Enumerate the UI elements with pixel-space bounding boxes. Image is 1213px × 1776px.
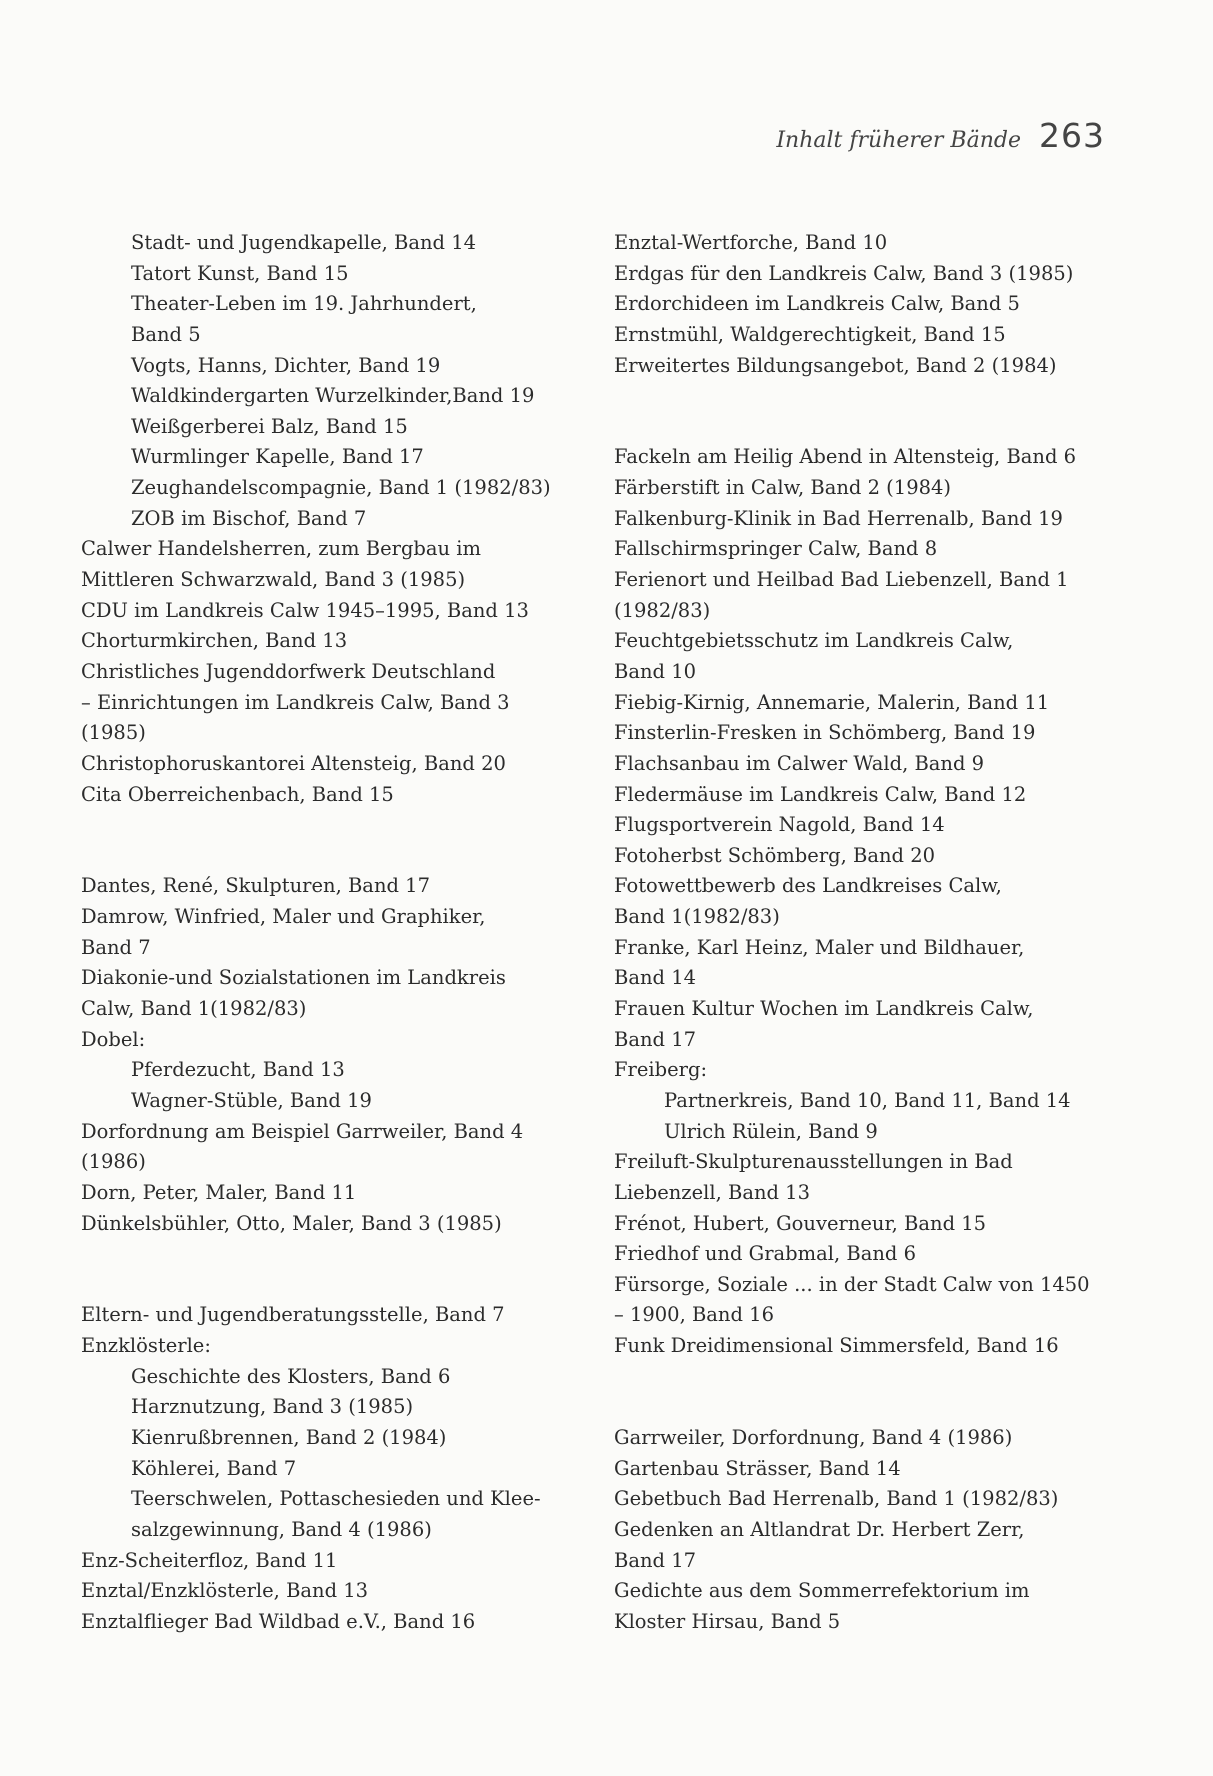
index-entry-line: Stadt- und Jugendkapelle, Band 14 <box>131 231 477 254</box>
blank-line <box>614 412 1134 443</box>
index-entry-line: Ernstmühl, Waldgerechtigkeit, Band 15 <box>614 322 1006 346</box>
index-entry-line: Vogts, Hanns, Dichter, Band 19 <box>131 353 441 377</box>
index-entry-line: Band 7 <box>81 935 151 959</box>
index-entry-line: Dünkelsbühler, Otto, Maler, Band 3 (1985) <box>81 1211 502 1235</box>
index-entry-line: Erdorchideen im Landkreis Calw, Band 5 <box>614 292 1020 316</box>
index-entry-line: Fledermäuse im Landkreis Calw, Band 12 <box>614 782 1027 806</box>
index-entry-line: Gedichte aus dem Sommerrefektorium im <box>614 1579 1030 1603</box>
index-entry-line: Tatort Kunst, Band 15 <box>131 261 349 285</box>
blank-line <box>614 1392 1134 1423</box>
index-entry-line: Enztal/Enzklösterle, Band 13 <box>81 1579 369 1603</box>
index-entry-line: Pferdezucht, Band 13 <box>131 1058 345 1082</box>
blank-line <box>614 1362 1134 1393</box>
index-entry-line: Eltern- und Jugendberatungsstelle, Band 7 <box>81 1303 505 1327</box>
page-header <box>776 116 1105 155</box>
index-entry-line: ZOB im Bischof, Band 7 <box>131 506 367 530</box>
blank-line <box>81 841 601 872</box>
index-entry-line: Enzklösterle: <box>81 1334 211 1358</box>
index-entry-line: Friedhof und Grabmal, Band 6 <box>614 1242 916 1266</box>
index-entry-line: CDU im Landkreis Calw 1945–1995, Band 13 <box>81 598 529 622</box>
index-entry-line: Ulrich Rülein, Band 9 <box>664 1119 878 1143</box>
index-entry-line: Christophoruskantorei Altensteig, Band 20 <box>81 751 506 775</box>
index-entry-line: Fallschirmspringer Calw, Band 8 <box>614 537 938 561</box>
index-entry-line: Christliches Jugenddorfwerk Deutschland <box>81 659 496 683</box>
index-entry-line: Freiluft-Skulpturenausstellungen in Bad <box>614 1150 1013 1174</box>
index-entry-line: Färberstift in Calw, Band 2 (1984) <box>614 476 952 500</box>
index-entry-line: Finsterlin-Fresken in Schömberg, Band 19 <box>614 721 1036 745</box>
index-entry-line: Fackeln am Heilig Abend in Altensteig, Band 6 <box>614 445 1077 469</box>
index-entry-line: Fotoherbst Schömberg, Band 20 <box>614 843 936 867</box>
index-entry-line: (1986) <box>81 1150 146 1174</box>
index-entry-line: Falkenburg-Klinik in Bad Herrenalb, Band 19 <box>614 506 1063 530</box>
page-number: 263 <box>1039 116 1105 155</box>
index-entry-line: Band 14 <box>614 966 697 990</box>
index-entry-line: Flachsanbau im Calwer Wald, Band 9 <box>614 751 985 775</box>
index-entry-line: Band 10 <box>614 659 697 683</box>
index-entry-line: – Einrichtungen im Landkreis Calw, Band 3 <box>81 690 510 714</box>
index-entry-line: Partnerkreis, Band 10, Band 11, Band 14 <box>664 1088 1071 1112</box>
index-entry-line: Calwer Handelsherren, zum Bergbau im <box>81 537 482 561</box>
index-entry-line: Zeughandelscompagnie, Band 1 (1982/83) <box>131 476 551 500</box>
index-entry-line: Flugsportverein Nagold, Band 14 <box>614 813 945 837</box>
index-column-left <box>81 228 601 1637</box>
index-entry-line: Fotowettbewerb des Landkreises Calw, <box>614 874 1002 898</box>
index-entry-line: Wagner-Stüble, Band 19 <box>131 1088 372 1112</box>
index-entry-line: Kienrußbrennen, Band 2 (1984) <box>131 1425 447 1449</box>
index-entry-line: Band 17 <box>614 1027 697 1051</box>
index-entry-line: Weißgerberei Balz, Band 15 <box>131 414 408 438</box>
index-entry-line: salzgewinnung, Band 4 (1986) <box>131 1517 432 1541</box>
index-entry-line: Theater-Leben im 19. Jahrhundert, <box>131 292 477 316</box>
index-entry-line: Frauen Kultur Wochen im Landkreis Calw, <box>614 997 1034 1021</box>
index-entry-line: Mittleren Schwarzwald, Band 3 (1985) <box>81 568 466 592</box>
index-entry-line: Funk Dreidimensional Simmersfeld, Band 16 <box>614 1334 1059 1358</box>
index-entry-line: Geschichte des Klosters, Band 6 <box>131 1364 451 1388</box>
index-entry-line: Enztalflieger Bad Wildbad e.V., Band 16 <box>81 1609 476 1633</box>
index-entry-line: Erdgas für den Landkreis Calw, Band 3 (1985) <box>614 261 1074 285</box>
index-entry-line: Frénot, Hubert, Gouverneur, Band 15 <box>614 1211 987 1235</box>
index-entry-line: Calw, Band 1(1982/83) <box>81 997 307 1021</box>
index-entry-line: Chorturmkirchen, Band 13 <box>81 629 348 653</box>
running-head-title: Inhalt früherer Bände <box>776 128 1021 153</box>
index-entry-line: (1982/83) <box>614 598 711 622</box>
index-entry-line: Wurmlinger Kapelle, Band 17 <box>131 445 424 469</box>
index-entry-line: Dantes, René, Skulpturen, Band 17 <box>81 874 430 898</box>
index-entry-line: Freiberg: <box>614 1058 708 1082</box>
index-entry-line: Gartenbau Strässer, Band 14 <box>614 1456 901 1480</box>
blank-line <box>81 810 601 841</box>
index-entry-line: Liebenzell, Band 13 <box>614 1180 810 1204</box>
index-entry-line: Band 5 <box>131 322 201 346</box>
index-entry-line: Enz-Scheiterfloz, Band 11 <box>81 1548 338 1572</box>
index-entry-line: Franke, Karl Heinz, Maler und Bildhauer, <box>614 935 1025 959</box>
index-entry-line: Fiebig-Kirnig, Annemarie, Malerin, Band 11 <box>614 690 1050 714</box>
index-entry-line: Band 1(1982/83) <box>614 905 780 929</box>
blank-line <box>614 381 1134 412</box>
index-entry-line: Gedenken an Altlandrat Dr. Herbert Zerr, <box>614 1517 1025 1541</box>
index-entry-line: Diakonie-und Sozialstationen im Landkreis <box>81 966 506 990</box>
index-entry-line: Teerschwelen, Pottaschesieden und Klee- <box>131 1487 541 1511</box>
blank-line <box>81 1270 601 1301</box>
index-entry-line: Köhlerei, Band 7 <box>131 1456 297 1480</box>
index-entry-line: Harznutzung, Band 3 (1985) <box>131 1395 414 1419</box>
index-entry-line: Garrweiler, Dorfordnung, Band 4 (1986) <box>614 1425 1013 1449</box>
index-entry-line: Waldkindergarten Wurzelkinder,Band 19 <box>131 384 535 408</box>
index-entry-line: Enztal-Wertforche, Band 10 <box>614 231 888 254</box>
index-entry-line: Erweitertes Bildungsangebot, Band 2 (1984) <box>614 353 1057 377</box>
blank-line <box>81 1239 601 1270</box>
index-entry-line: – 1900, Band 16 <box>614 1303 774 1327</box>
index-entry-line: Ferienort und Heilbad Bad Liebenzell, Band 1 <box>614 568 1069 592</box>
index-entry-line: (1985) <box>81 721 146 745</box>
index-entry-line: Damrow, Winfried, Maler und Graphiker, <box>81 905 486 929</box>
index-entry-line: Fürsorge, Soziale ... in der Stadt Calw von 1450 <box>614 1272 1090 1296</box>
index-entry-line: Dobel: <box>81 1027 146 1051</box>
index-entry-line: Band 17 <box>614 1548 697 1572</box>
index-entry-line: Gebetbuch Bad Herrenalb, Band 1 (1982/83) <box>614 1487 1059 1511</box>
index-column-right <box>614 228 1134 1637</box>
index-entry-line: Cita Oberreichenbach, Band 15 <box>81 782 394 806</box>
index-entry-line: Kloster Hirsau, Band 5 <box>614 1609 841 1633</box>
index-entry-line: Dorfordnung am Beispiel Garrweiler, Band 4 <box>81 1119 524 1143</box>
index-entry-line: Dorn, Peter, Maler, Band 11 <box>81 1180 357 1204</box>
index-entry-line: Feuchtgebietsschutz im Landkreis Calw, <box>614 629 1014 653</box>
